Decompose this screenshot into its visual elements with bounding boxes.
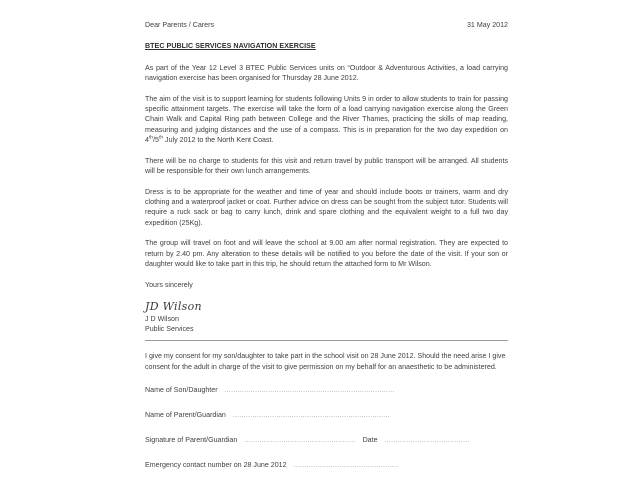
field-dotted-line[interactable]: ................................................ [293, 462, 399, 470]
field-signature-parent-guardian[interactable] [145, 435, 508, 446]
document-heading: BTEC PUBLIC SERVICES NAVIGATION EXERCISE [145, 42, 316, 51]
consent-statement: I give my consent for my son/daughter to take part in the school visit on 28 June 2012. Should the need arise I give consent for the adult in charge of the visit to give permission on my behalf for an anaesthetic to be administered. [145, 352, 506, 371]
section-divider [145, 340, 508, 341]
aim-text-slash: /5 [153, 135, 159, 144]
field-dotted-line[interactable]: ........................................................................ [232, 412, 390, 420]
handwritten-signature: JD Wilson [145, 300, 202, 314]
signatory-department: Public Services [145, 325, 194, 334]
field-dotted-line[interactable]: .............................................................................. [224, 387, 395, 395]
closing-line: Yours sincerely [145, 280, 193, 289]
ordinal-suffix-second: th [158, 135, 164, 141]
signatory-name: J D Wilson [145, 315, 179, 324]
field-dotted-line-date[interactable]: ....................................... [384, 437, 470, 445]
paragraph-travel: The group will travel on foot and will leave the school at 9.00 am after normal registration. They are expected to return by 2.40 pm. Any alteration to these details will be notified to you before the date of the visit. If your son or daughter would like to take part in this trip, he should return the attached form to Mr Wilson. [145, 239, 508, 269]
aim-text-part2: July 2012 to the North Kent Coast. [163, 135, 274, 144]
paragraph-aim [145, 94, 508, 145]
ordinal-suffix-first: th [148, 135, 154, 141]
field-emergency-contact[interactable] [145, 460, 508, 471]
letter-date: 31 May 2012 [466, 21, 508, 29]
field-label-date: Date [362, 436, 378, 445]
field-label: Name of Son/Daughter [145, 386, 218, 395]
paragraph-charges: There will be no charge to students for this visit and return travel by public transport will be arranged. All students will be responsible for their own lunch arrangements. [145, 156, 508, 175]
letter-header [145, 20, 508, 30]
field-name-son-daughter[interactable] [145, 385, 508, 396]
field-label: Signature of Parent/Guardian [145, 436, 238, 445]
aim-text-part1: The aim of the visit is to support learning for students following Units 9 in order to allow students to train for passing specific attainment targets. The exercise will take the form of a load carrying navigation exercise along the Green Chain Walk and Capital Ring path between College and the River Thames, practicing the skills of map reading, measuring and judging distances and the use of a compass. This is in preparation for the two day expedition on 4 [145, 94, 508, 144]
salutation: Dear Parents / Carers [145, 21, 214, 29]
field-label: Name of Parent/Guardian [145, 411, 226, 420]
field-label: Emergency contact number on 28 June 2012 [145, 461, 287, 470]
field-dotted-line[interactable]: ................................................... [244, 437, 356, 445]
paragraph-dress: Dress is to be appropriate for the weather and time of year and should include boots or trainers, warm and dry clothing and a waterproof jacket or coat. Further advice on dress can be sought from the subject tutor. Students will require a ruck sack or bag to carry lunch, drink and spare clothing and the equivalent weight to a full two day expedition (25Kg). [145, 187, 508, 227]
paragraph-intro: As part of the Year 12 Level 3 BTEC Public Services units on “Outdoor & Adventurous Activities, a load carrying navigation exercise has been organised for Thursday 28 June 2012. [145, 63, 508, 82]
document-body [145, 20, 508, 471]
field-name-parent-guardian[interactable] [145, 410, 508, 421]
